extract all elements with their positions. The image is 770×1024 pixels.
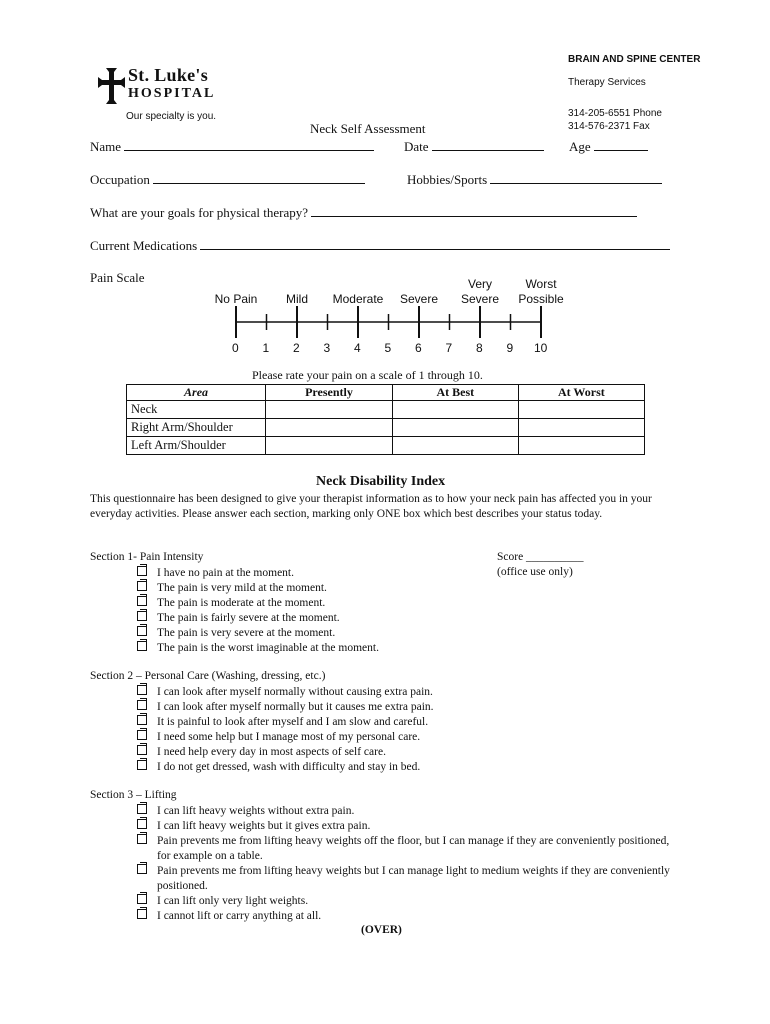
scale-tick-label: 7 bbox=[445, 341, 453, 355]
list-item[interactable]: I have no pain at the moment. bbox=[137, 566, 677, 581]
scale-descriptor: Worst Possible bbox=[518, 277, 564, 306]
list-item[interactable]: The pain is fairly severe at the moment. bbox=[137, 611, 677, 626]
rating-cell[interactable] bbox=[518, 401, 644, 419]
score-label: Score __________ bbox=[497, 551, 584, 563]
department: Therapy Services bbox=[568, 77, 646, 88]
checkbox-icon[interactable] bbox=[137, 685, 147, 695]
rating-cell[interactable] bbox=[392, 437, 518, 455]
list-item[interactable]: I do not get dressed, wash with difficulty and stay in bed. bbox=[137, 760, 677, 775]
list-item[interactable]: I need help every day in most aspects of self care. bbox=[137, 745, 677, 760]
list-item[interactable]: The pain is the worst imaginable at the moment. bbox=[137, 641, 677, 656]
rating-cell[interactable] bbox=[266, 437, 393, 455]
rating-cell[interactable] bbox=[392, 401, 518, 419]
col-header-at-worst: At Worst bbox=[518, 385, 644, 401]
list-item[interactable]: I can look after myself normally but it causes me extra pain. bbox=[137, 700, 677, 715]
list-item[interactable]: I can lift heavy weights without extra pain. bbox=[137, 804, 677, 819]
form-title: Neck Self Assessment bbox=[310, 121, 426, 136]
rating-cell[interactable] bbox=[266, 419, 393, 437]
list-item[interactable]: The pain is moderate at the moment. bbox=[137, 596, 677, 611]
list-item[interactable]: I can lift only very light weights. bbox=[137, 894, 677, 909]
rating-cell[interactable] bbox=[392, 419, 518, 437]
section-1-title: Section 1- Pain Intensity bbox=[90, 551, 204, 563]
checkbox-icon[interactable] bbox=[137, 581, 147, 591]
name-label: Name bbox=[90, 139, 122, 154]
scale-tick-label: 6 bbox=[415, 341, 422, 355]
tagline: Our specialty is you. bbox=[126, 111, 217, 122]
hobbies-label: Hobbies/Sports bbox=[407, 172, 488, 187]
scale-tick-label: 5 bbox=[384, 341, 392, 355]
list-item[interactable]: I can look after myself normally without causing extra pain. bbox=[137, 685, 677, 700]
list-item[interactable]: I cannot lift or carry anything at all. bbox=[137, 909, 677, 924]
scale-descriptor: Moderate bbox=[332, 292, 384, 306]
scale-tick-label: 10 bbox=[534, 341, 548, 355]
checkbox-icon[interactable] bbox=[137, 715, 147, 725]
checkbox-icon[interactable] bbox=[137, 834, 147, 844]
date-field[interactable] bbox=[404, 138, 544, 155]
scale-tick-label: 4 bbox=[354, 341, 361, 355]
occupation-label: Occupation bbox=[90, 172, 150, 187]
checkbox-icon[interactable] bbox=[137, 745, 147, 755]
office-use-label: (office use only) bbox=[497, 566, 573, 578]
pain-instruction: Please rate your pain on a scale of 1 through 10. bbox=[252, 368, 483, 382]
pain-rating-table bbox=[126, 384, 645, 455]
scale-tick-label: 3 bbox=[323, 341, 331, 355]
rating-cell[interactable] bbox=[518, 437, 644, 455]
scale-descriptor: Mild bbox=[285, 292, 308, 306]
hospital-name: St. Luke's bbox=[128, 65, 209, 85]
center-name: BRAIN AND SPINE CENTER bbox=[568, 54, 701, 65]
col-header-presently: Presently bbox=[266, 385, 393, 401]
list-item[interactable]: The pain is very severe at the moment. bbox=[137, 626, 677, 641]
date-label: Date bbox=[404, 139, 429, 154]
ndi-intro: This questionnaire has been designed to give your therapist information as to how your neck pain has affected you in your everyday activities. Please answer each section, marking only ONE box which best describes your status today. bbox=[90, 493, 652, 520]
list-item[interactable]: The pain is very mild at the moment. bbox=[137, 581, 677, 596]
pain-scale-label: Pain Scale bbox=[90, 270, 145, 285]
checkbox-icon[interactable] bbox=[137, 566, 147, 576]
hobbies-field[interactable] bbox=[407, 171, 662, 188]
checkbox-icon[interactable] bbox=[137, 819, 147, 829]
scale-tick-label: 9 bbox=[506, 341, 514, 355]
list-item[interactable]: I can lift heavy weights but it gives extra pain. bbox=[137, 819, 677, 834]
checkbox-icon[interactable] bbox=[137, 864, 147, 874]
list-item[interactable]: Pain prevents me from lifting heavy weights but I can manage light to medium weights if they are conveniently positioned. bbox=[137, 864, 677, 894]
rating-cell[interactable] bbox=[518, 419, 644, 437]
name-field[interactable] bbox=[90, 138, 374, 155]
scale-descriptor: Severe bbox=[399, 292, 439, 306]
medications-field[interactable] bbox=[90, 237, 670, 254]
occupation-field[interactable] bbox=[90, 171, 365, 188]
table-row bbox=[127, 437, 645, 455]
section-2-title: Section 2 – Personal Care (Washing, dressing, etc.) bbox=[90, 670, 326, 682]
checkbox-icon[interactable] bbox=[137, 909, 147, 919]
scale-tick-label: 8 bbox=[476, 341, 483, 355]
rating-cell[interactable] bbox=[266, 401, 393, 419]
list-item[interactable]: It is painful to look after myself and I am slow and careful. bbox=[137, 715, 677, 730]
fax-number: 314-576-2371 Fax bbox=[568, 121, 650, 132]
checkbox-icon[interactable] bbox=[137, 730, 147, 740]
hospital-subtitle: HOSPITAL bbox=[128, 86, 216, 101]
scale-tick-label: 0 bbox=[232, 341, 239, 355]
scale-descriptor: No Pain bbox=[214, 292, 258, 306]
age-field[interactable] bbox=[569, 138, 648, 155]
row-area: Neck bbox=[127, 401, 266, 419]
age-label: Age bbox=[569, 139, 591, 154]
row-area: Left Arm/Shoulder bbox=[127, 437, 266, 455]
checkbox-icon[interactable] bbox=[137, 700, 147, 710]
table-row bbox=[127, 419, 645, 437]
cross-logo-icon bbox=[97, 66, 127, 106]
goals-field[interactable] bbox=[90, 204, 637, 221]
list-item[interactable]: Pain prevents me from lifting heavy weights off the floor, but I can manage if they are conveniently positioned, for example on a table. bbox=[137, 834, 677, 864]
checkbox-icon[interactable] bbox=[137, 611, 147, 621]
checkbox-icon[interactable] bbox=[137, 626, 147, 636]
medications-label: Current Medications bbox=[90, 238, 198, 253]
over-label: (OVER) bbox=[361, 924, 402, 936]
scale-tick-label: 2 bbox=[293, 341, 300, 355]
col-header-at-best: At Best bbox=[392, 385, 518, 401]
checkbox-icon[interactable] bbox=[137, 760, 147, 770]
col-header-area: Area bbox=[127, 385, 266, 401]
checkbox-icon[interactable] bbox=[137, 894, 147, 904]
section-3-title: Section 3 – Lifting bbox=[90, 789, 177, 801]
scale-tick-label: 1 bbox=[262, 341, 270, 355]
table-header-row bbox=[127, 385, 645, 401]
checkbox-icon[interactable] bbox=[137, 804, 147, 814]
table-row bbox=[127, 401, 645, 419]
goals-label: What are your goals for physical therapy? bbox=[90, 205, 309, 220]
list-item[interactable]: I need some help but I manage most of my personal care. bbox=[137, 730, 677, 745]
row-area: Right Arm/Shoulder bbox=[127, 419, 266, 437]
checkbox-icon[interactable] bbox=[137, 596, 147, 606]
ndi-title: Neck Disability Index bbox=[316, 474, 446, 489]
checkbox-icon[interactable] bbox=[137, 641, 147, 651]
phone-number: 314-205-6551 Phone bbox=[568, 108, 662, 119]
scale-descriptor: Very Severe bbox=[460, 277, 500, 306]
